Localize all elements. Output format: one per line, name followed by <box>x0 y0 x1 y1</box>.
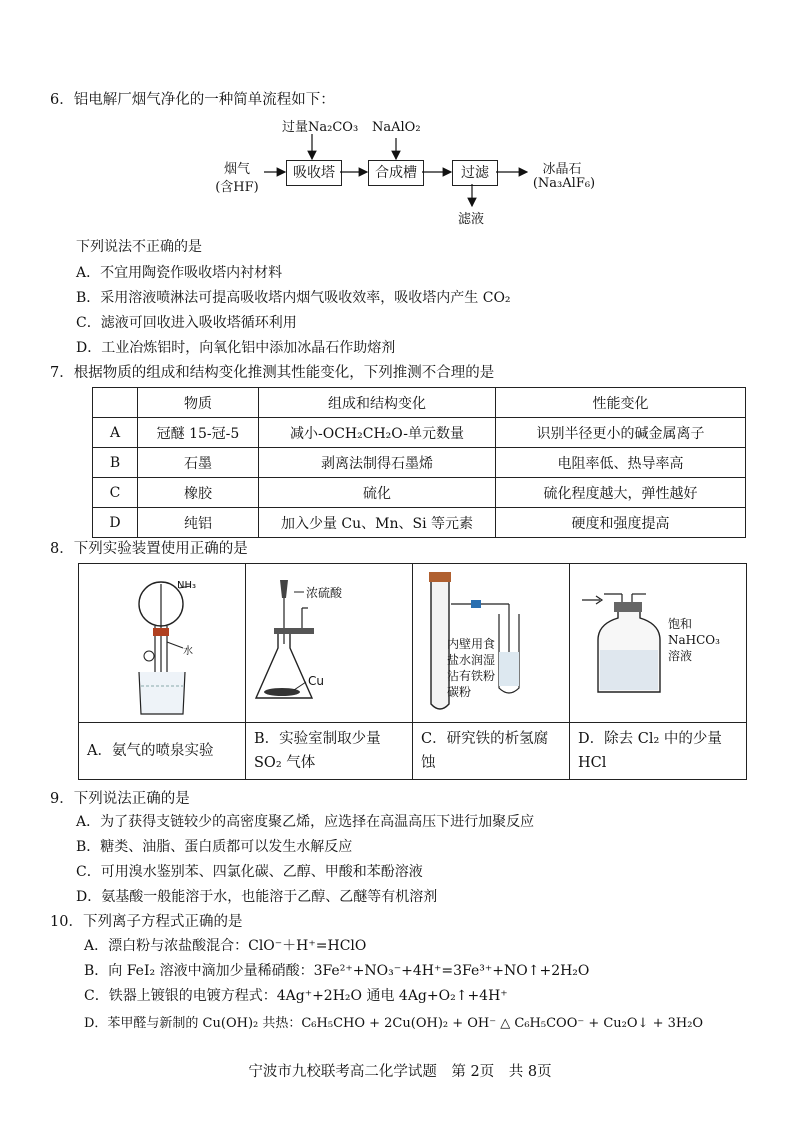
output-cryolite-formula: (Na₃AlF₆) <box>532 176 596 191</box>
caption-d <box>570 723 747 780</box>
apparatus-c-image <box>413 564 570 723</box>
table-header-row <box>93 388 746 418</box>
table-cell: 硫化 <box>259 478 496 508</box>
apparatus-b-image <box>246 564 413 723</box>
reagent-na2co3: 过量Na₂CO₃ <box>282 120 359 135</box>
table-row <box>93 478 746 508</box>
label-water: 水 <box>183 646 193 657</box>
q10-option-b: B．向 FeI₂ 溶液中滴加少量稀硝酸：3Fe²⁺+NO₃⁻+4H⁺=3Fe³⁺+NO↑+2H₂O <box>84 963 590 979</box>
q9-option-c: C．可用溴水鉴别苯、四氯化碳、乙醇、甲酸和苯酚溶液 <box>76 864 423 880</box>
label-line: 溶液 <box>668 649 693 663</box>
caption-text: B．实验室制取少量 SO₂ 气体 <box>254 731 381 771</box>
table-cell: 硫化程度越大，弹性越好 <box>496 478 746 508</box>
caption-text: C．研究铁的析氢腐蚀 <box>421 731 549 771</box>
q9-stem: 9．下列说法正确的是 <box>50 791 190 807</box>
q7-stem: 7．根据物质的组成和结构变化推测其性能变化，下列推测不合理的是 <box>50 365 495 381</box>
caption-b <box>246 723 413 780</box>
table-row <box>93 448 746 478</box>
table-cell: 识别半径更小的碱金属离子 <box>496 418 746 448</box>
box-absorption-tower: 吸收塔 <box>286 160 342 186</box>
table-cell: B <box>93 448 138 478</box>
table-cell: 石墨 <box>138 448 259 478</box>
table-header-cell <box>93 388 138 418</box>
table-row <box>93 418 746 448</box>
label-conc-h2so4: 浓硫酸 <box>306 586 343 600</box>
q6-option-a: A．不宜用陶瓷作吸收塔内衬材料 <box>76 265 283 281</box>
output-cryolite: 冰晶石 <box>542 162 582 177</box>
q9-option-a: A．为了获得支链较少的高密度聚乙烯，应选择在高温高压下进行加聚反应 <box>76 814 535 830</box>
table-cell: 纯铝 <box>138 508 259 538</box>
label-line: 内壁用食 <box>447 637 496 651</box>
input-flue-gas-hf: (含HF) <box>215 180 259 195</box>
caption-a <box>79 723 246 780</box>
label-nh3: NH₃ <box>177 580 197 591</box>
q10-option-d: D．苯甲醛与新制的 Cu(OH)₂ 共热：C₆H₅CHO + 2Cu(OH)₂ + OH⁻ △ C₆H₅COO⁻ + Cu₂O↓ + 3H₂O <box>84 1016 704 1031</box>
table-header-cell: 性能变化 <box>496 388 746 418</box>
apparatus-a-image <box>79 564 246 723</box>
q6-prompt: 下列说法不正确的是 <box>76 239 202 255</box>
label-line: 盐水润湿 <box>447 653 496 667</box>
table-cell: 硬度和强度提高 <box>496 508 746 538</box>
label-c-description <box>447 636 495 700</box>
table-header-cell: 组成和结构变化 <box>259 388 496 418</box>
table-cell: 剥离法制得石墨烯 <box>259 448 496 478</box>
page-footer: 宁波市九校联考高二化学试题 第 2页 共 8页 <box>248 1064 552 1080</box>
q9-option-d: D．氨基酸一般能溶于水，也能溶于乙醇、乙醚等有机溶剂 <box>76 889 438 905</box>
table-cell: 加入少量 Cu、Mn、Si 等元素 <box>259 508 496 538</box>
table-cell: 电阻率低、热导率高 <box>496 448 746 478</box>
q6-option-c: C．滤液可回收进入吸收塔循环利用 <box>76 315 297 331</box>
table-header-cell: 物质 <box>138 388 259 418</box>
box-filter: 过滤 <box>452 160 498 186</box>
table-cell: D <box>93 508 138 538</box>
caption-text: D．除去 Cl₂ 中的少量 HCl <box>578 731 722 771</box>
q6-stem: 6．铝电解厂烟气净化的一种简单流程如下： <box>50 92 335 108</box>
table-cell: 冠醚 15-冠-5 <box>138 418 259 448</box>
q10-stem: 10．下列离子方程式正确的是 <box>50 914 243 930</box>
label-d-description <box>668 616 720 664</box>
q8-stem: 8．下列实验装置使用正确的是 <box>50 541 248 557</box>
q10-option-a: A．漂白粉与浓盐酸混合：ClO⁻＋H⁺=HClO <box>84 938 367 954</box>
flow-arrows <box>0 0 800 240</box>
q8-apparatus-table <box>78 563 747 780</box>
output-filtrate: 滤液 <box>458 212 485 227</box>
label-line: 碳粉 <box>447 685 472 699</box>
table-cell: C <box>93 478 138 508</box>
apparatus-d-image <box>570 564 747 723</box>
table-cell: 减小-OCH₂CH₂O-单元数量 <box>259 418 496 448</box>
table-row <box>93 508 746 538</box>
fountain-flask-image <box>79 564 245 718</box>
table-cell: 橡胶 <box>138 478 259 508</box>
label-line: 沾有铁粉 <box>447 669 496 683</box>
label-line: NaHCO₃ <box>668 633 720 647</box>
q9-option-b: B．糖类、油脂、蛋白质都可以发生水解反应 <box>76 839 353 855</box>
label-line: 饱和 <box>668 617 693 631</box>
q6-option-b: B．采用溶液喷淋法可提高吸收塔内烟气吸收效率，吸收塔内产生 CO₂ <box>76 290 511 306</box>
box-synthesis-tank: 合成槽 <box>368 160 424 186</box>
table-cell: A <box>93 418 138 448</box>
reagent-naalo2: NaAlO₂ <box>372 120 421 135</box>
input-flue-gas: 烟气 <box>223 162 250 177</box>
caption-c <box>413 723 570 780</box>
q10-option-c: C．铁器上镀银的电镀方程式：4Ag⁺+2H₂O 通电 4Ag+O₂↑+4H⁺ <box>84 988 508 1004</box>
q6-option-d: D．工业冶炼铝时，向氧化铝中添加冰晶石作助熔剂 <box>76 340 396 356</box>
caption-text: A．氨气的喷泉实验 <box>87 743 214 759</box>
label-cu: Cu <box>308 674 324 688</box>
q7-table <box>92 387 746 538</box>
